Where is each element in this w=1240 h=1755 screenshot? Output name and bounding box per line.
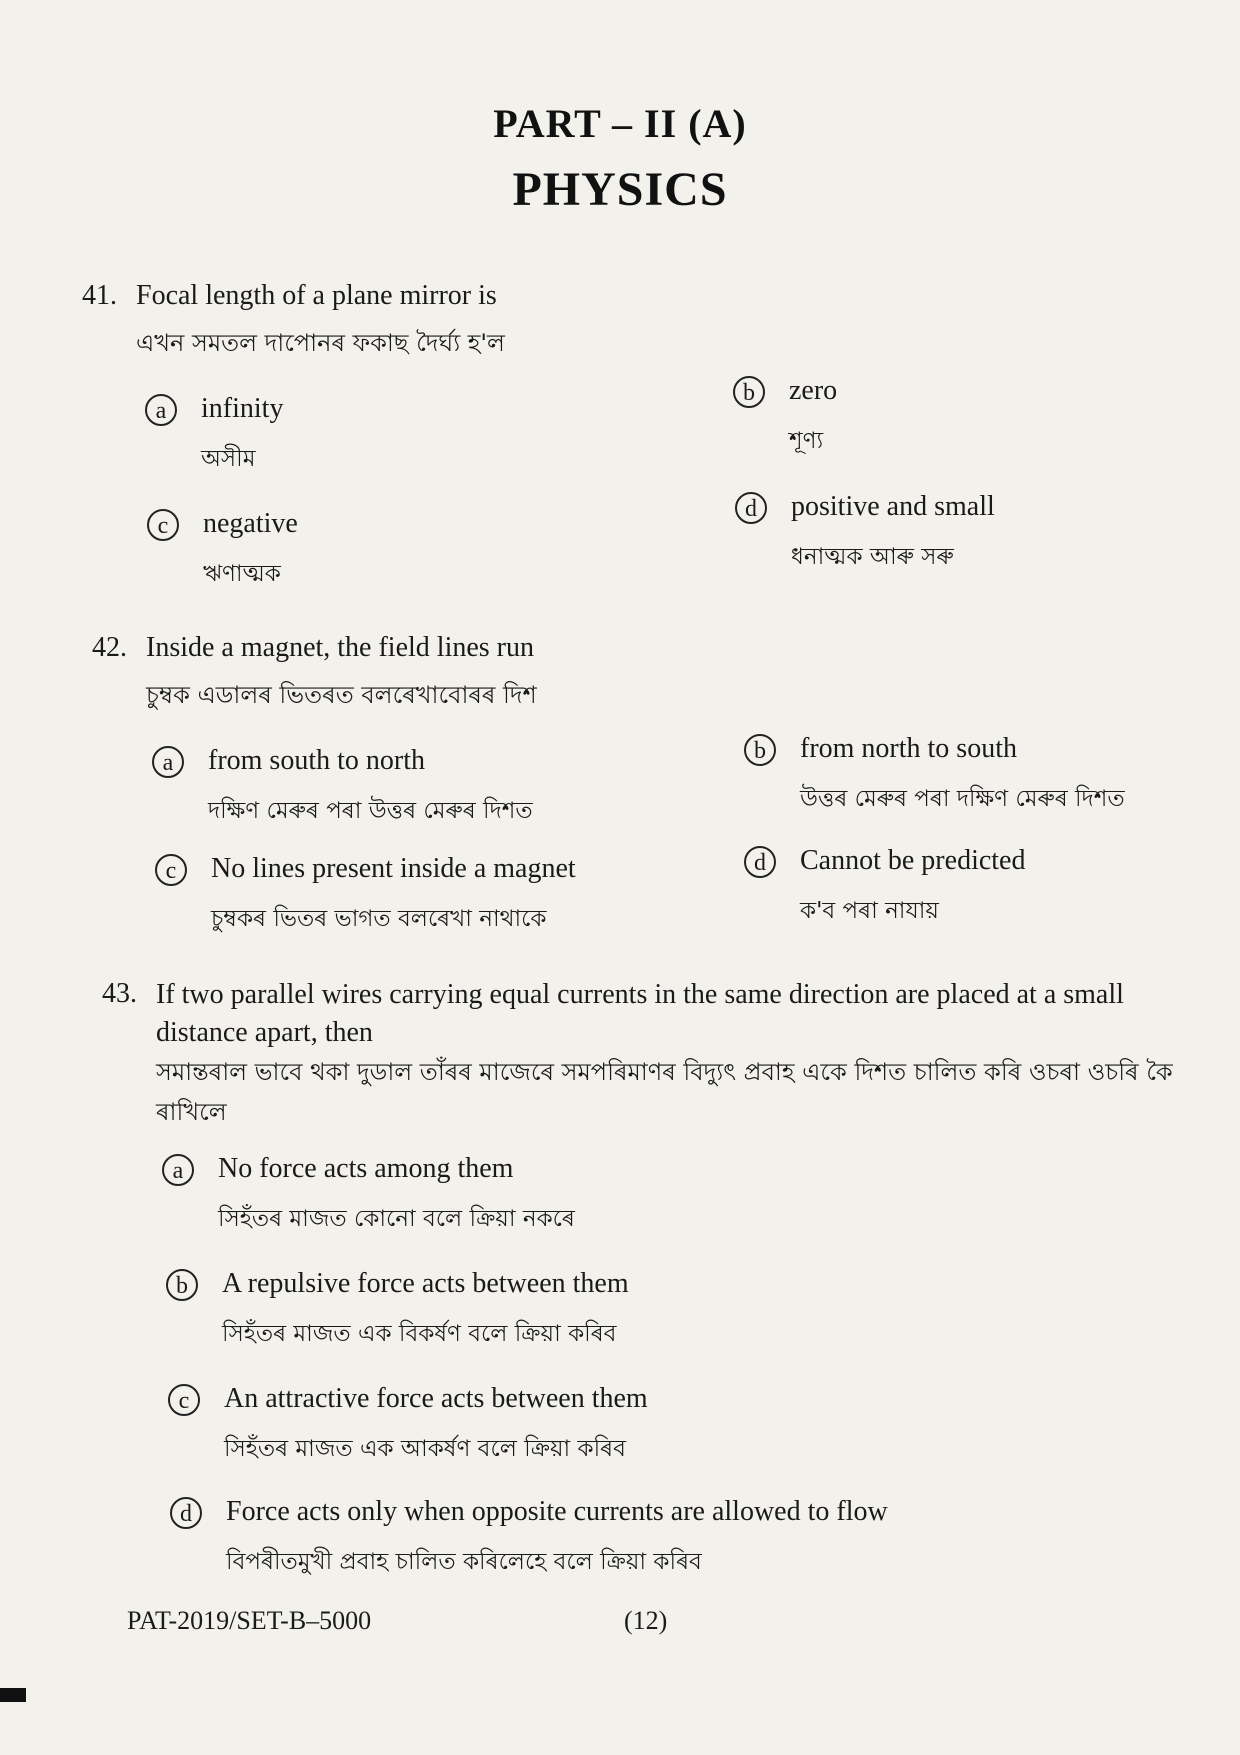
option-letter-circle: d (744, 846, 776, 878)
option-text-bn: চুম্বকৰ ভিতৰ ভাগত বলৰেখা নাথাকে (211, 906, 547, 932)
question-number: 42. (92, 632, 127, 663)
option-text-bn: ঋণাত্মক (203, 561, 281, 587)
footer-code: PAT-2019/SET-B–5000 (127, 1606, 372, 1635)
option-text-en: from north to south (800, 733, 1017, 764)
option-text-en: from south to north (208, 745, 425, 776)
option-text-en: No lines present inside a magnet (211, 853, 576, 884)
option-text-en: negative (203, 508, 298, 539)
question-text-bn: এখন সমতল দাপোনৰ ফকাছ দৈৰ্ঘ্য হ'ল (136, 329, 505, 357)
subject-heading: PHYSICS (512, 163, 728, 216)
option-text-en: positive and small (791, 491, 995, 522)
option-letter-circle: c (147, 509, 179, 541)
option-letter-circle: b (166, 1269, 198, 1301)
option-letter-circle: a (162, 1154, 194, 1186)
option-letter-circle: b (744, 734, 776, 766)
option-letter-circle: a (145, 394, 177, 426)
option-letter-circle: b (733, 376, 765, 408)
option-letter-circle: d (170, 1497, 202, 1529)
option-text-en: zero (789, 375, 838, 406)
option-text-en: An attractive force acts between them (224, 1383, 648, 1414)
option-text-en: A repulsive force acts between them (222, 1268, 629, 1299)
option-letter-circle: c (155, 854, 187, 886)
option-text-bn: সিহঁতৰ মাজত কোনো বলে ক্ৰিয়া নকৰে (218, 1206, 575, 1232)
option-text-en: No force acts among them (218, 1153, 514, 1184)
option-text-bn: অসীম (201, 446, 256, 472)
part-heading: PART – II (A) (493, 101, 747, 146)
question-text-en: Inside a magnet, the field lines run (146, 632, 534, 663)
option-text-bn: ক'ব পৰা নাযায় (800, 898, 939, 924)
option-text-en: infinity (201, 393, 284, 424)
question-text-en: Focal length of a plane mirror is (136, 280, 497, 311)
question-text-en: If two parallel wires carrying equal currents in the same direction are placed at a small distance apart, then (156, 979, 1124, 1048)
option-letter-circle: c (168, 1384, 200, 1416)
option-text-en: Cannot be predicted (800, 845, 1026, 876)
question-number: 41. (82, 280, 117, 311)
option-text-bn: সিহঁতৰ মাজত এক আকৰ্ষণ বলে ক্ৰিয়া কৰিব (224, 1436, 626, 1462)
registration-mark (0, 1688, 26, 1702)
option-text-bn: শূণ্য (789, 428, 824, 454)
question-text-bn: চুম্বক এডালৰ ভিতৰত বলৰেখাবোৰৰ দিশ (146, 681, 537, 709)
option-text-bn: দক্ষিণ মেৰুৰ পৰা উত্তৰ মেৰুৰ দিশত (208, 798, 533, 824)
option-text-bn: উত্তৰ মেৰুৰ পৰা দক্ষিণ মেৰুৰ দিশত (800, 786, 1125, 812)
option-letter-circle: d (735, 492, 767, 524)
option-text-en: Force acts only when opposite currents are allowed to flow (226, 1496, 888, 1527)
question-number: 43. (102, 978, 137, 1009)
option-text-bn: ধনাত্মক আৰু সৰু (791, 544, 954, 570)
question-text-bn: সমান্তৰাল ভাবে থকা দুডাল তাঁৰৰ মাজেৰে সমপৰিমাণৰ বিদ্যুৎ প্ৰবাহ একে দিশত চালিত কৰি ওচৰা ওচৰি কৈ ৰাখিলে (156, 1058, 1173, 1126)
option-letter-circle: a (152, 746, 184, 778)
option-text-bn: বিপৰীতমুখী প্ৰবাহ চালিত কৰিলেহে বলে ক্ৰিয়া কৰিব (226, 1549, 702, 1575)
page-number: (12) (624, 1606, 668, 1635)
option-text-bn: সিহঁতৰ মাজত এক বিকৰ্ষণ বলে ক্ৰিয়া কৰিব (222, 1321, 617, 1347)
